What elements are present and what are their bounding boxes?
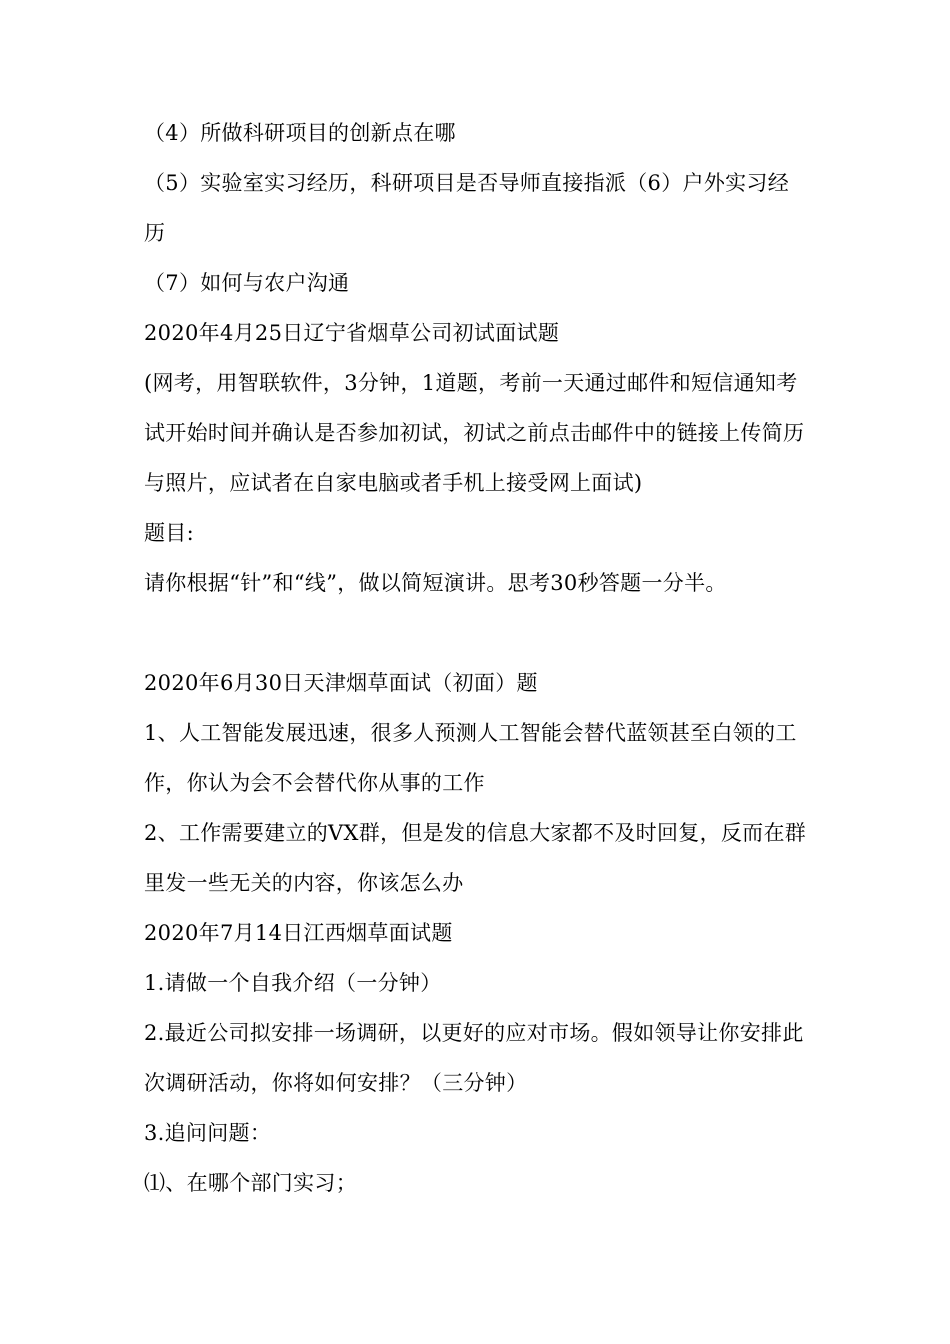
paragraph-tianjin-q2: 2、工作需要建立的VX群，但是发的信息大家都不及时回复，反而在群里发一些无关的内容，你该怎么办 <box>144 821 807 895</box>
heading-tianjin-interview: 2020年6月30日天津烟草面试（初面）题 <box>144 671 538 695</box>
paragraph-jiangxi-q2: 2.最近公司拟安排一场调研，以更好的应对市场。假如领导让你安排此次调研活动，你将如何安排？（三分钟） <box>144 1021 804 1095</box>
paragraph-jiangxi-q3-sub1: ⑴、在哪个部门实习； <box>144 1171 357 1195</box>
paragraph-q5-q6-internship: （5）实验室实习经历，科研项目是否导师直接指派（6）户外实习经历 <box>144 171 790 245</box>
paragraph-needle-thread-speech: 请你根据“针”和“线”，做以简短演讲。思考30秒答题一分半。 <box>144 571 727 595</box>
blank-line <box>144 608 810 658</box>
label-topic: 题目: <box>144 521 194 545</box>
heading-jiangxi-interview: 2020年7月14日江西烟草面试题 <box>144 921 453 945</box>
paragraph-jiangxi-q3: 3.追问问题： <box>144 1121 272 1145</box>
paragraph-q4-innovation: （4）所做科研项目的创新点在哪 <box>144 121 456 145</box>
paragraph-tianjin-q1: 1、人工智能发展迅速，很多人预测人工智能会替代蓝领甚至白领的工作，你认为会不会替代你从事的工作 <box>144 721 797 795</box>
document-page <box>144 108 810 1208</box>
paragraph-q7-farmers: （7）如何与农户沟通 <box>144 271 350 295</box>
paragraph-liaoning-notes: (网考，用智联软件，3分钟，1道题，考前一天通过邮件和短信通知考试开始时间并确认是否参加初试，初试之前点击邮件中的链接上传简历与照片，应试者在自家电脑或者手机上接受网上面试) <box>144 371 805 495</box>
paragraph-jiangxi-q1: 1.请做一个自我介绍（一分钟） <box>144 971 442 995</box>
heading-liaoning-interview: 2020年4月25日辽宁省烟草公司初试面试题 <box>144 321 560 345</box>
